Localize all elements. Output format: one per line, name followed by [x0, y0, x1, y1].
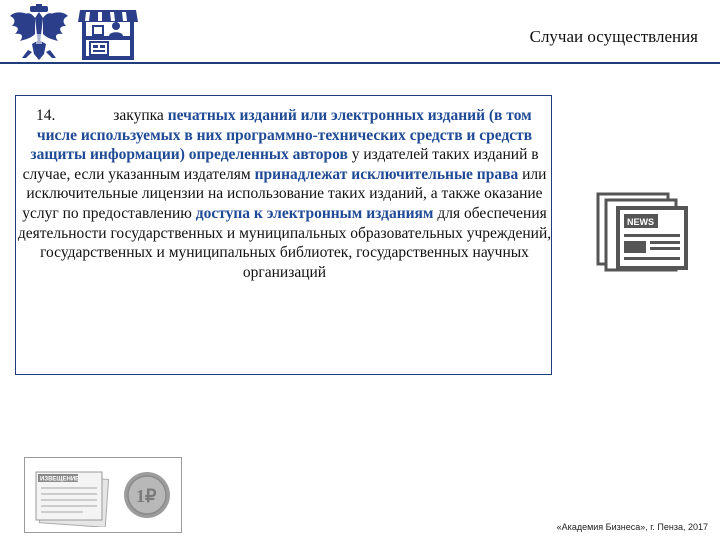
header-divider	[0, 62, 720, 64]
news-label: NEWS	[627, 217, 654, 227]
payment-illustration	[24, 457, 182, 533]
highlight-exclusive-rights: принадлежат исключительные права	[254, 165, 519, 183]
text-part-3: или исключительные лицензии на использование таких изданий, а также оказание услуг по предоставлению	[22, 165, 547, 222]
highlight-electronic-access: доступа к электронным изданиям	[195, 204, 434, 222]
kiosk-icon	[76, 6, 140, 62]
item-paragraph	[16, 106, 553, 282]
text-part-2: у издателей таких изданий в случае, если указанным издателям	[22, 146, 539, 183]
highlight-publications: печатных изданий или электронных изданий (в том числе используемых в них программно-технических средств и средств защиты информации) определенных авторов	[30, 107, 533, 164]
eagle-emblem-icon	[8, 4, 70, 62]
notice-document-icon	[33, 467, 109, 527]
news-icon	[596, 192, 690, 272]
footer-credit: «Академия Бизнеса», г. Пенза, 2017	[556, 522, 708, 532]
text-part-4: для обеспечения деятельности государственных и муниципальных образовательных учреждений, государственных и муниципальных библиотек, государственных научных организаций	[17, 204, 552, 281]
notice-label: ИЗВЕЩЕНИЕ	[40, 476, 80, 483]
page-title: Случаи осуществления	[529, 27, 698, 46]
item-number: 14.	[36, 107, 56, 124]
text-part-1: закупка	[113, 107, 168, 124]
ruble-coin-icon	[123, 471, 171, 519]
coin-label: 1₽	[136, 486, 157, 506]
case-text-box	[15, 95, 552, 375]
